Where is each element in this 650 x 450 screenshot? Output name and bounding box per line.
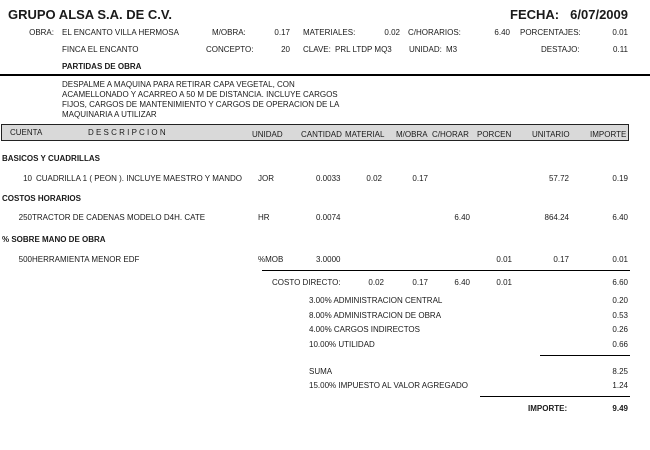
section-title: BASICOS Y CUADRILLAS bbox=[2, 154, 100, 163]
row-importe: 0.19 bbox=[612, 174, 628, 183]
clave-label: CLAVE: bbox=[303, 45, 331, 54]
charge-label: 8.00% ADMINISTRACION DE OBRA bbox=[309, 311, 442, 320]
costo-directo-material: 0.02 bbox=[368, 278, 384, 287]
charge-label: 4.00% CARGOS INDIRECTOS bbox=[309, 325, 420, 334]
row-descripcion: TRACTOR DE CADENAS MODELO D4H. CATE bbox=[32, 213, 206, 222]
section-title: COSTOS HORARIOS bbox=[2, 194, 81, 203]
row-unitario: 864.24 bbox=[544, 213, 569, 222]
mobra-value: 0.17 bbox=[274, 28, 290, 37]
row-unidad: JOR bbox=[258, 174, 274, 183]
suma-label: SUMA bbox=[309, 367, 333, 376]
charge-value: 0.53 bbox=[612, 311, 628, 320]
row-cantidad: 0.0033 bbox=[316, 174, 341, 183]
row-porcen: 0.01 bbox=[496, 255, 512, 264]
col-porcen: PORCEN bbox=[477, 130, 512, 139]
row-cuenta: 10 bbox=[23, 174, 32, 183]
charge-label: 10.00% UTILIDAD bbox=[309, 340, 375, 349]
suma-rule bbox=[540, 355, 630, 356]
row-cuenta: 500 bbox=[18, 255, 32, 264]
row-unidad: HR bbox=[258, 213, 270, 222]
destajo-value: 0.11 bbox=[613, 45, 628, 54]
unidad-value: M3 bbox=[446, 45, 458, 54]
row-cantidad: 3.0000 bbox=[316, 255, 341, 264]
section-title: % SOBRE MANO DE OBRA bbox=[2, 235, 106, 244]
clave-value: PRL LTDP MQ3 bbox=[335, 45, 392, 54]
concepto-value: 20 bbox=[281, 45, 290, 54]
row-material: 0.02 bbox=[366, 174, 382, 183]
row-unidad: %MOB bbox=[258, 255, 284, 264]
row-cantidad: 0.0074 bbox=[316, 213, 341, 222]
total-value: 9.49 bbox=[612, 404, 628, 413]
row-importe: 6.40 bbox=[612, 213, 628, 222]
charge-value: 0.20 bbox=[612, 296, 628, 305]
company-name: GRUPO ALSA S.A. DE C.V. bbox=[8, 7, 172, 22]
col-importe: IMPORTE bbox=[590, 130, 627, 139]
chorarios-label: C/HORARIOS: bbox=[408, 28, 461, 37]
porcentajes-value: 0.01 bbox=[612, 28, 628, 37]
obra-label: OBRA: bbox=[29, 28, 54, 37]
costo-directo-chorar: 6.40 bbox=[454, 278, 470, 287]
finca-value: FINCA EL ENCANTO bbox=[62, 45, 139, 54]
row-chorar: 6.40 bbox=[454, 213, 470, 222]
row-mobra: 0.17 bbox=[412, 174, 428, 183]
chorarios-value: 6.40 bbox=[494, 28, 510, 37]
destajo-label: DESTAJO: bbox=[541, 45, 580, 54]
row-importe: 0.01 bbox=[612, 255, 628, 264]
col-unidad: UNIDAD bbox=[252, 130, 283, 139]
charge-value: 0.66 bbox=[612, 340, 628, 349]
description-line-3: FIJOS, CARGOS DE MANTENIMIENTO Y CARGOS DE OPERACION DE LA bbox=[62, 100, 340, 109]
description-line-4: MAQUINARIA A UTILIZAR bbox=[62, 110, 157, 119]
row-descripcion: CUADRILLA 1 ( PEON ). INCLUYE MAESTRO Y MANDO bbox=[36, 174, 242, 183]
costo-directo-importe: 6.60 bbox=[612, 278, 628, 287]
materiales-label: MATERIALES: bbox=[303, 28, 356, 37]
iva-value: 1.24 bbox=[612, 381, 628, 390]
row-descripcion: HERRAMIENTA MENOR EDF bbox=[32, 255, 140, 264]
suma-value: 8.25 bbox=[612, 367, 628, 376]
col-unitario: UNITARIO bbox=[532, 130, 570, 139]
row-unitario: 57.72 bbox=[548, 174, 569, 183]
charge-value: 0.26 bbox=[612, 325, 628, 334]
col-chorar: C/HORAR bbox=[432, 130, 469, 139]
col-descripcion: D E S C R I P C I O N bbox=[88, 128, 166, 137]
fecha-value: 6/07/2009 bbox=[570, 7, 628, 22]
total-label: IMPORTE: bbox=[528, 404, 568, 413]
col-mobra: M/OBRA bbox=[396, 130, 428, 139]
row-unitario: 0.17 bbox=[553, 255, 569, 264]
unidad-label: UNIDAD: bbox=[409, 45, 442, 54]
col-cuenta: CUENTA bbox=[10, 128, 43, 137]
partidas-label: PARTIDAS DE OBRA bbox=[62, 62, 142, 71]
row-cuenta: 250 bbox=[18, 213, 32, 222]
col-material: MATERIAL bbox=[345, 130, 385, 139]
porcentajes-label: PORCENTAJES: bbox=[520, 28, 581, 37]
fecha-label: FECHA: bbox=[510, 7, 560, 22]
costo-directo-porcen: 0.01 bbox=[496, 278, 512, 287]
costo-directo-mobra: 0.17 bbox=[412, 278, 428, 287]
concepto-label: CONCEPTO: bbox=[206, 45, 254, 54]
iva-label: 15.00% IMPUESTO AL VALOR AGREGADO bbox=[309, 381, 469, 390]
charge-label: 3.00% ADMINISTRACION CENTRAL bbox=[309, 296, 443, 305]
obra-value: EL ENCANTO VILLA HERMOSA bbox=[62, 28, 179, 37]
costo-directo-rule bbox=[262, 270, 630, 271]
mobra-label: M/OBRA: bbox=[212, 28, 246, 37]
description-line-1: DESPALME A MAQUINA PARA RETIRAR CAPA VEGETAL, CON bbox=[62, 80, 295, 89]
total-rule bbox=[480, 396, 630, 397]
col-cantidad: CANTIDAD bbox=[301, 130, 342, 139]
header-divider bbox=[0, 74, 650, 76]
costo-directo-label: COSTO DIRECTO: bbox=[272, 278, 341, 287]
materiales-value: 0.02 bbox=[384, 28, 400, 37]
description-line-2: ACAMELLONADO Y ACARREO A 50 M DE DISTANCIA. INCLUYE CARGOS bbox=[62, 90, 338, 99]
